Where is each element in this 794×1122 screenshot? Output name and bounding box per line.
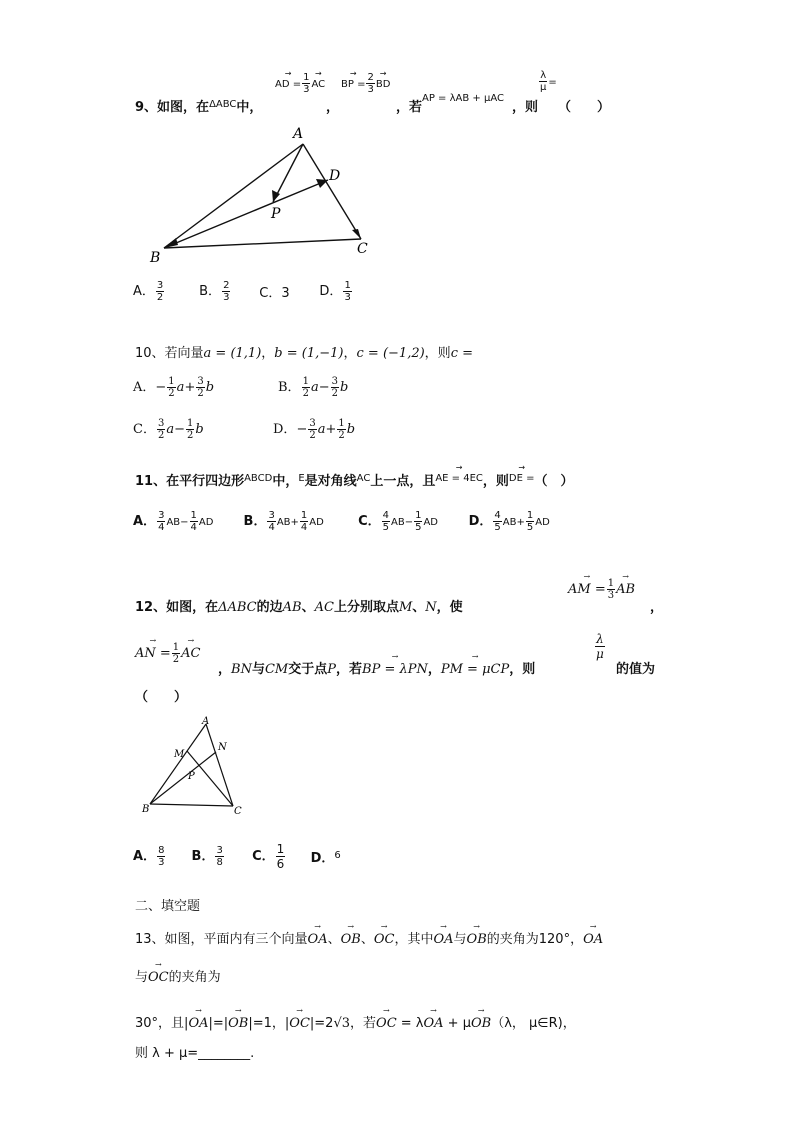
q9-ruo: ，若 xyxy=(396,100,423,115)
q11-option-a[interactable]: A． $\frac{3}{4}$ AB− $\frac{1}{4}$ AD xyxy=(133,510,214,533)
q12-answer-paren: （ ） xyxy=(135,690,188,705)
q11-stem: 11、在平行四边形$^{ABCD}$中，$^E$是对角线$^{AC}$上一点，且→ AE = 4EC，则→ DE =（ ） xyxy=(135,470,574,489)
q12-label-C: C xyxy=(234,806,242,817)
q9-ze: ，则 xyxy=(512,100,539,115)
q13-line1: 13、如图，平面内有三个向量→ OA、→ OB、→ OC，其中→ OA与→ OB的夹角为120°，→ OA xyxy=(135,928,603,947)
q13-line2: 与→ OC的夹角为 xyxy=(135,966,221,985)
q12-stem-tail: 的值为 xyxy=(616,662,656,677)
q12-option-d[interactable]: D．$^6$ xyxy=(310,850,341,866)
q12-label-M: M xyxy=(174,749,185,760)
q9-label-A: A xyxy=(293,126,304,142)
q12-label-A: A xyxy=(202,716,210,727)
q12-ratio: $\frac{\lambda}{\mu}$ xyxy=(596,632,604,661)
q9-options xyxy=(133,280,375,303)
q9-answer-paren: （ ） xyxy=(558,100,611,115)
q9-option-c[interactable]: C．3 xyxy=(259,286,290,301)
q12-figure xyxy=(138,712,256,820)
q12-option-b[interactable]: B． $\frac{3}{8}$ xyxy=(191,845,223,868)
q12-option-c[interactable]: C． $\frac{1}{6}$ xyxy=(252,842,285,871)
q13-line3: 30°，且|→ OA|=|→ OB|=1，|→ OC|=2√3，若→ OC = λ→ OA + μ→ OB（λ， μ∈R)， xyxy=(135,1012,576,1031)
q12-stem-line2: ，BN与CM交于点P，若→ BP = λPN，→ PM = μCP，则 xyxy=(218,658,535,677)
q10-option-d[interactable]: D．− $\frac{3}{2}$ a+ $\frac{1}{2}$ b xyxy=(273,418,356,441)
q9-option-d[interactable]: D． $\frac{1}{3}$ xyxy=(319,280,351,303)
q9-ap-formula: AP = λAB + μAC xyxy=(422,93,504,104)
q11-option-c[interactable]: C． $\frac{4}{5}$ AB− $\frac{1}{5}$ AD xyxy=(358,510,438,533)
q11-option-d[interactable]: D． $\frac{4}{5}$ AB+ $\frac{1}{5}$ AD xyxy=(468,510,550,533)
q12-comma: ， xyxy=(650,600,664,615)
q12-label-P: P xyxy=(188,771,195,782)
q9-label-D: D xyxy=(329,168,341,184)
section-title-fill-blank: 二、填空题 xyxy=(135,899,201,914)
q12-am-formula: → AM = $\frac{1}{3}$ → AB xyxy=(568,578,635,601)
q12-stem-line1: 12、如图，在ΔABC的边AB、AC上分别取点M、N，使 xyxy=(135,600,463,615)
q12-label-B: B xyxy=(142,804,150,815)
q13-line4: 则 λ + μ=________. xyxy=(135,1046,255,1061)
q9-label-B: B xyxy=(150,250,161,266)
q12-label-N: N xyxy=(218,742,227,753)
q10-stem: 10、若向量a = (1,1)，b = (1,−1)，c = (−1,2)，则c = xyxy=(135,346,473,361)
q9-label-P: P xyxy=(271,206,281,222)
q11-option-b[interactable]: B． $\frac{3}{4}$ AB+ $\frac{1}{4}$ AD xyxy=(243,510,324,533)
q9-number: 9、 xyxy=(135,100,158,115)
q9-figure xyxy=(140,118,380,268)
q10-option-b[interactable]: B． $\frac{1}{2}$ a− $\frac{3}{2}$ b xyxy=(278,376,349,399)
q9-bp-formula: → BP = $\frac{2}{3}$ → BD xyxy=(341,72,390,95)
q12-option-a[interactable]: A． $\frac{8}{3}$ xyxy=(133,845,165,868)
q9-option-b[interactable]: B． $\frac{2}{3}$ xyxy=(199,280,230,303)
q9-stem: 9、如图，在$^{\Delta ABC}$中， xyxy=(135,99,263,115)
q9-option-a[interactable]: A． $\frac{3}{2}$ xyxy=(133,280,164,303)
q12-options xyxy=(133,842,365,871)
q9-ratio: $\frac{\lambda}{\mu}$ = xyxy=(540,70,557,93)
q9-label-C: C xyxy=(357,241,368,257)
q9-comma: ， xyxy=(326,100,340,115)
q11-options xyxy=(133,510,579,533)
q10-option-c[interactable]: C． $\frac{3}{2}$ a− $\frac{1}{2}$ b xyxy=(133,418,204,441)
q10-option-a[interactable]: A．− $\frac{1}{2}$ a+ $\frac{3}{2}$ b xyxy=(133,376,215,399)
q12-an-formula: → AN = $\frac{1}{2}$ → AC xyxy=(135,642,201,665)
q9-ad-formula: → AD = $\frac{1}{3}$ → AC xyxy=(275,72,325,95)
